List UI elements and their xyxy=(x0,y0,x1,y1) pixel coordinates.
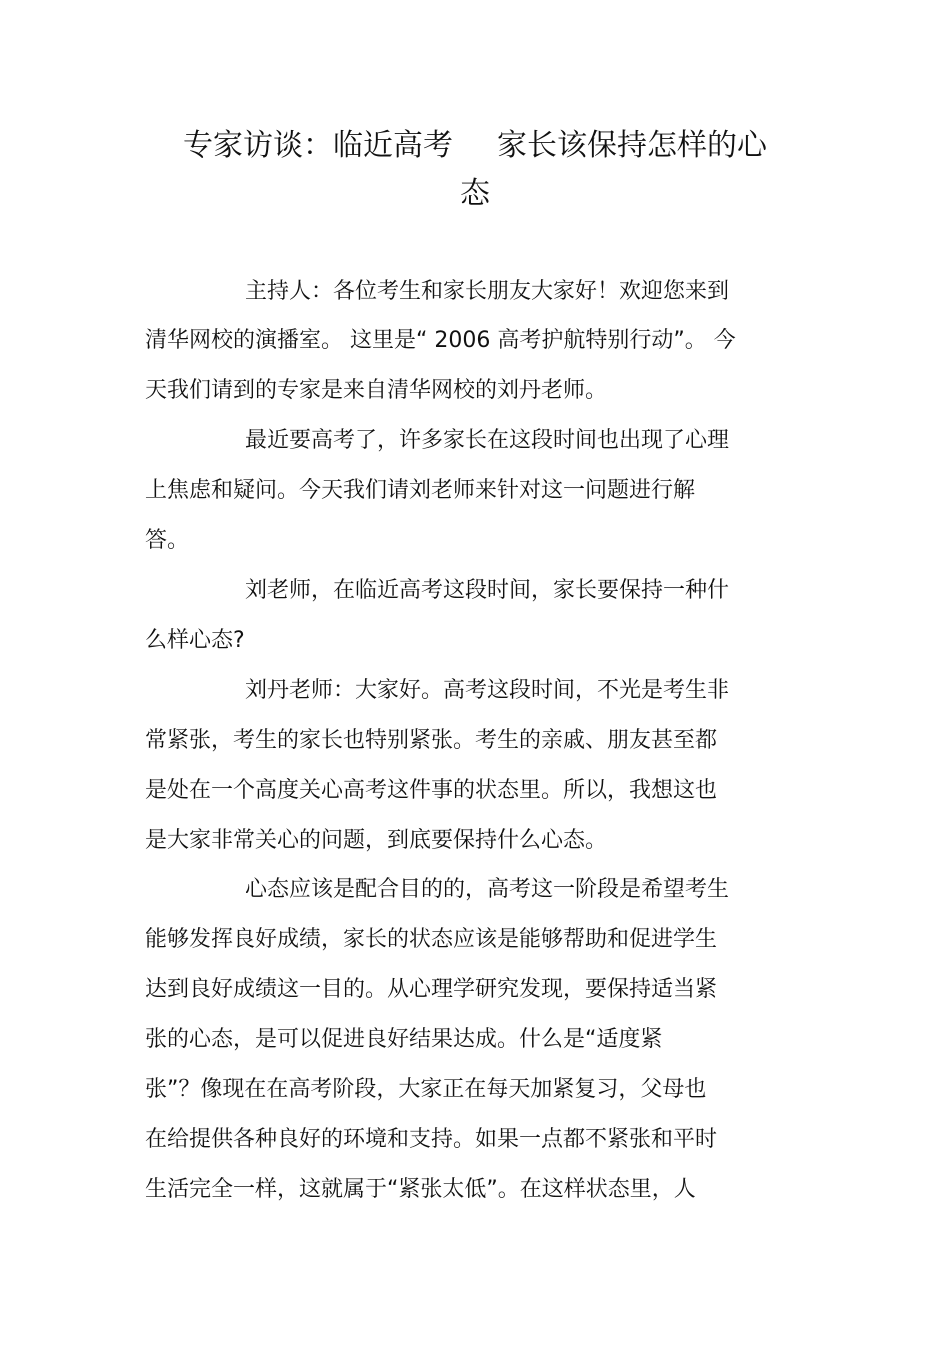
document-title-line-2: 态 xyxy=(460,176,490,211)
body-line: 最近要高考了，许多家长在这段时间也出现了心理 xyxy=(245,428,730,453)
body-line: 么样心态? xyxy=(145,628,245,653)
body-line: 上焦虑和疑问。今天我们请刘老师来针对这一问题进行解 xyxy=(145,478,696,503)
body-line: 答。 xyxy=(145,528,190,553)
body-line: 能够发挥良好成绩，家长的状态应该是能够帮助和促进学生 xyxy=(145,927,718,952)
body-line: 天我们请到的专家是来自清华网校的刘丹老师。 xyxy=(145,378,608,403)
body-line: 达到良好成绩这一目的。从心理学研究发现，要保持适当紧 xyxy=(145,977,718,1002)
body-line: 张”？像现在在高考阶段，大家正在每天加紧复习，父母也 xyxy=(145,1077,707,1102)
body-line: 是大家非常关心的问题，到底要保持什么心态。 xyxy=(145,828,608,853)
body-line: 在给提供各种良好的环境和支持。如果一点都不紧张和平时 xyxy=(145,1127,718,1152)
body-line: 刘丹老师：大家好。高考这段时间，不光是考生非 xyxy=(245,678,730,703)
body-line: 心态应该是配合目的的，高考这一阶段是希望考生 xyxy=(245,877,730,902)
body-line: 张的心态，是可以促进良好结果达成。什么是“适度紧 xyxy=(145,1027,663,1052)
body-line: 清华网校的演播室。 这里是“ 2006 高考护航特别行动”。 今 xyxy=(145,328,736,353)
body-line: 是处在一个高度关心高考这件事的状态里。所以，我想这也 xyxy=(145,778,718,803)
document-title-line-1 xyxy=(0,126,950,166)
title-part-2: 家长该保持怎样的心 xyxy=(497,128,767,163)
body-line: 刘老师，在临近高考这段时间，家长要保持一种什 xyxy=(245,578,730,603)
title-part-1: 专家访谈：临近高考 xyxy=(183,128,453,163)
body-line: 主持人：各位考生和家长朋友大家好！欢迎您来到 xyxy=(245,279,730,304)
body-line: 常紧张，考生的家长也特别紧张。考生的亲戚、朋友甚至都 xyxy=(145,728,718,753)
body-line: 生活完全一样，这就属于“紧张太低”。在这样状态里，人 xyxy=(145,1177,696,1202)
